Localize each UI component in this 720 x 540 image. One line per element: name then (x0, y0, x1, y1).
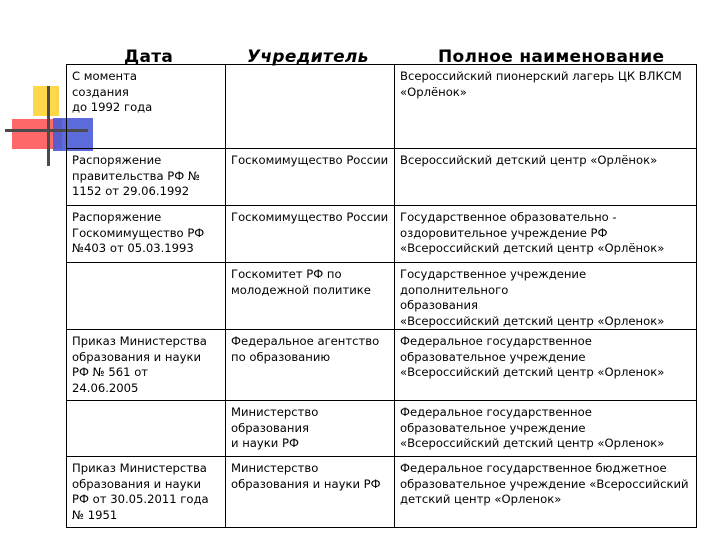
founder-cell (226, 65, 395, 149)
date-cell (67, 263, 226, 330)
table-row (67, 401, 697, 457)
table-row (67, 330, 697, 401)
founder-cell: Госкомитет РФ по молодежной политике (226, 263, 395, 330)
date-cell: Приказ Министерства образования и науки РФ № 561 от 24.06.2005 (67, 330, 226, 401)
date-cell: Приказ Министерства образования и науки РФ от 30.05.2011 года № 1951 (67, 457, 226, 528)
name-cell: Государственное учреждение дополнительного образования «Всероссийский детский центр «Орленок» (395, 263, 697, 330)
decor-vertical-line (47, 86, 50, 166)
founder-cell: Федеральное агентство по образованию (226, 330, 395, 401)
date-cell: Распоряжение правительства РФ № 1152 от 29.06.1992 (67, 149, 226, 206)
header-full-name: Полное наименование (438, 47, 665, 67)
name-cell: Всероссийский пионерский лагерь ЦК ВЛКСМ «Орлёнок» (395, 65, 697, 149)
name-cell: Государственное образовательно - оздоровительное учреждение РФ «Всероссийский детский центр «Орлёнок» (395, 206, 697, 263)
date-cell: Распоряжение Госкомимущество РФ №403 от 05.03.1993 (67, 206, 226, 263)
header-date: Дата (124, 47, 174, 67)
founder-cell: Госкомимущество России (226, 206, 395, 263)
table-row (67, 65, 697, 149)
founder-cell: Госкомимущество России (226, 149, 395, 206)
header-founder: Учредитель (247, 47, 369, 67)
history-table (66, 64, 697, 528)
decor-yellow-square (33, 86, 59, 116)
date-cell (67, 401, 226, 457)
table-row (67, 457, 697, 528)
table-row (67, 206, 697, 263)
name-cell: Федеральное государственное образовательное учреждение «Всероссийский детский центр «Орленок» (395, 401, 697, 457)
name-cell: Федеральное государственное бюджетное образовательное учреждение «Всероссийский детский центр «Орленок» (395, 457, 697, 528)
table-row (67, 149, 697, 206)
name-cell: Федеральное государственное образовательное учреждение «Всероссийский детский центр «Орленок» (395, 330, 697, 401)
founder-cell: Министерство образования и науки РФ (226, 401, 395, 457)
date-cell: С момента создания до 1992 года (67, 65, 226, 149)
founder-cell: Министерство образования и науки РФ (226, 457, 395, 528)
table-row (67, 263, 697, 330)
name-cell: Всероссийский детский центр «Орлёнок» (395, 149, 697, 206)
